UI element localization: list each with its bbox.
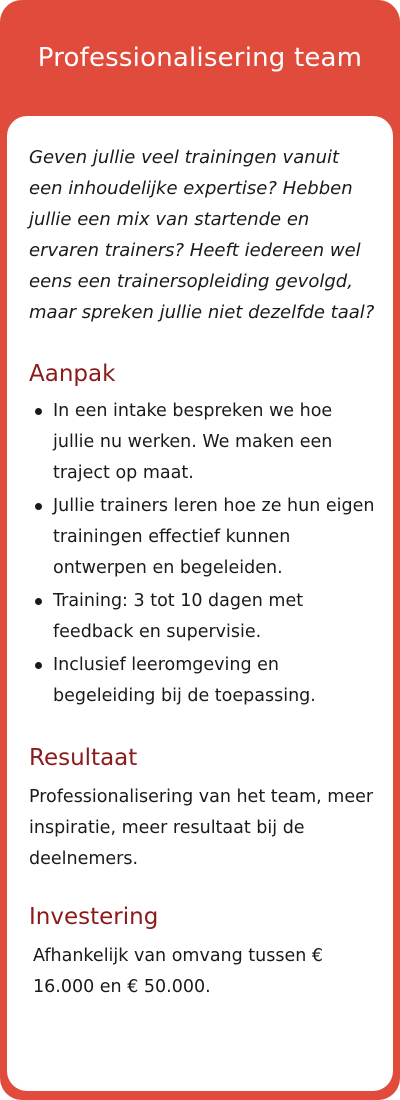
card-title: Professionalisering team [37,43,363,73]
intro-text: Geven jullie veel trainingen vanuit een inhoudelijke expertise? Hebben jullie een mix van startende en ervaren trainers? Heeft iedereen wel eens een trainersopleiding gevolgd, maar spreken jullie niet dezelfde taal? [29,147,375,323]
result-text: Professionalisering van het team, meer inspiratie, meer resultaat bij de deelnemers. [29,787,374,869]
list-item-text: Jullie trainers leren hoe ze hun eigen trainingen effectief kunnen ontwerpen en begeleiden. [53,496,375,578]
list-item-text: Inclusief leeromgeving en begeleiding bij de toepassing. [53,655,316,706]
bullet-icon [35,662,42,669]
bullet-icon [35,598,42,605]
card-header [0,0,400,116]
approach-list [29,396,377,712]
result-heading: Resultaat [29,745,138,771]
list-item-text: In een intake bespreken we hoe jullie nu werken. We maken een traject op maat. [53,401,333,483]
bullet-icon [35,503,42,510]
investment-text: Afhankelijk van omvang tussen € 16.000 en € 50.000. [33,946,324,997]
investment-heading: Investering [29,904,159,930]
card-body [7,116,393,1091]
list-item [29,491,377,584]
approach-heading: Aanpak [29,361,116,387]
list-item-text: Training: 3 tot 10 dagen met feedback en supervisie. [53,591,304,642]
bullet-icon [35,408,42,415]
list-item [29,396,377,489]
list-item [29,650,377,712]
list-item [29,586,377,648]
